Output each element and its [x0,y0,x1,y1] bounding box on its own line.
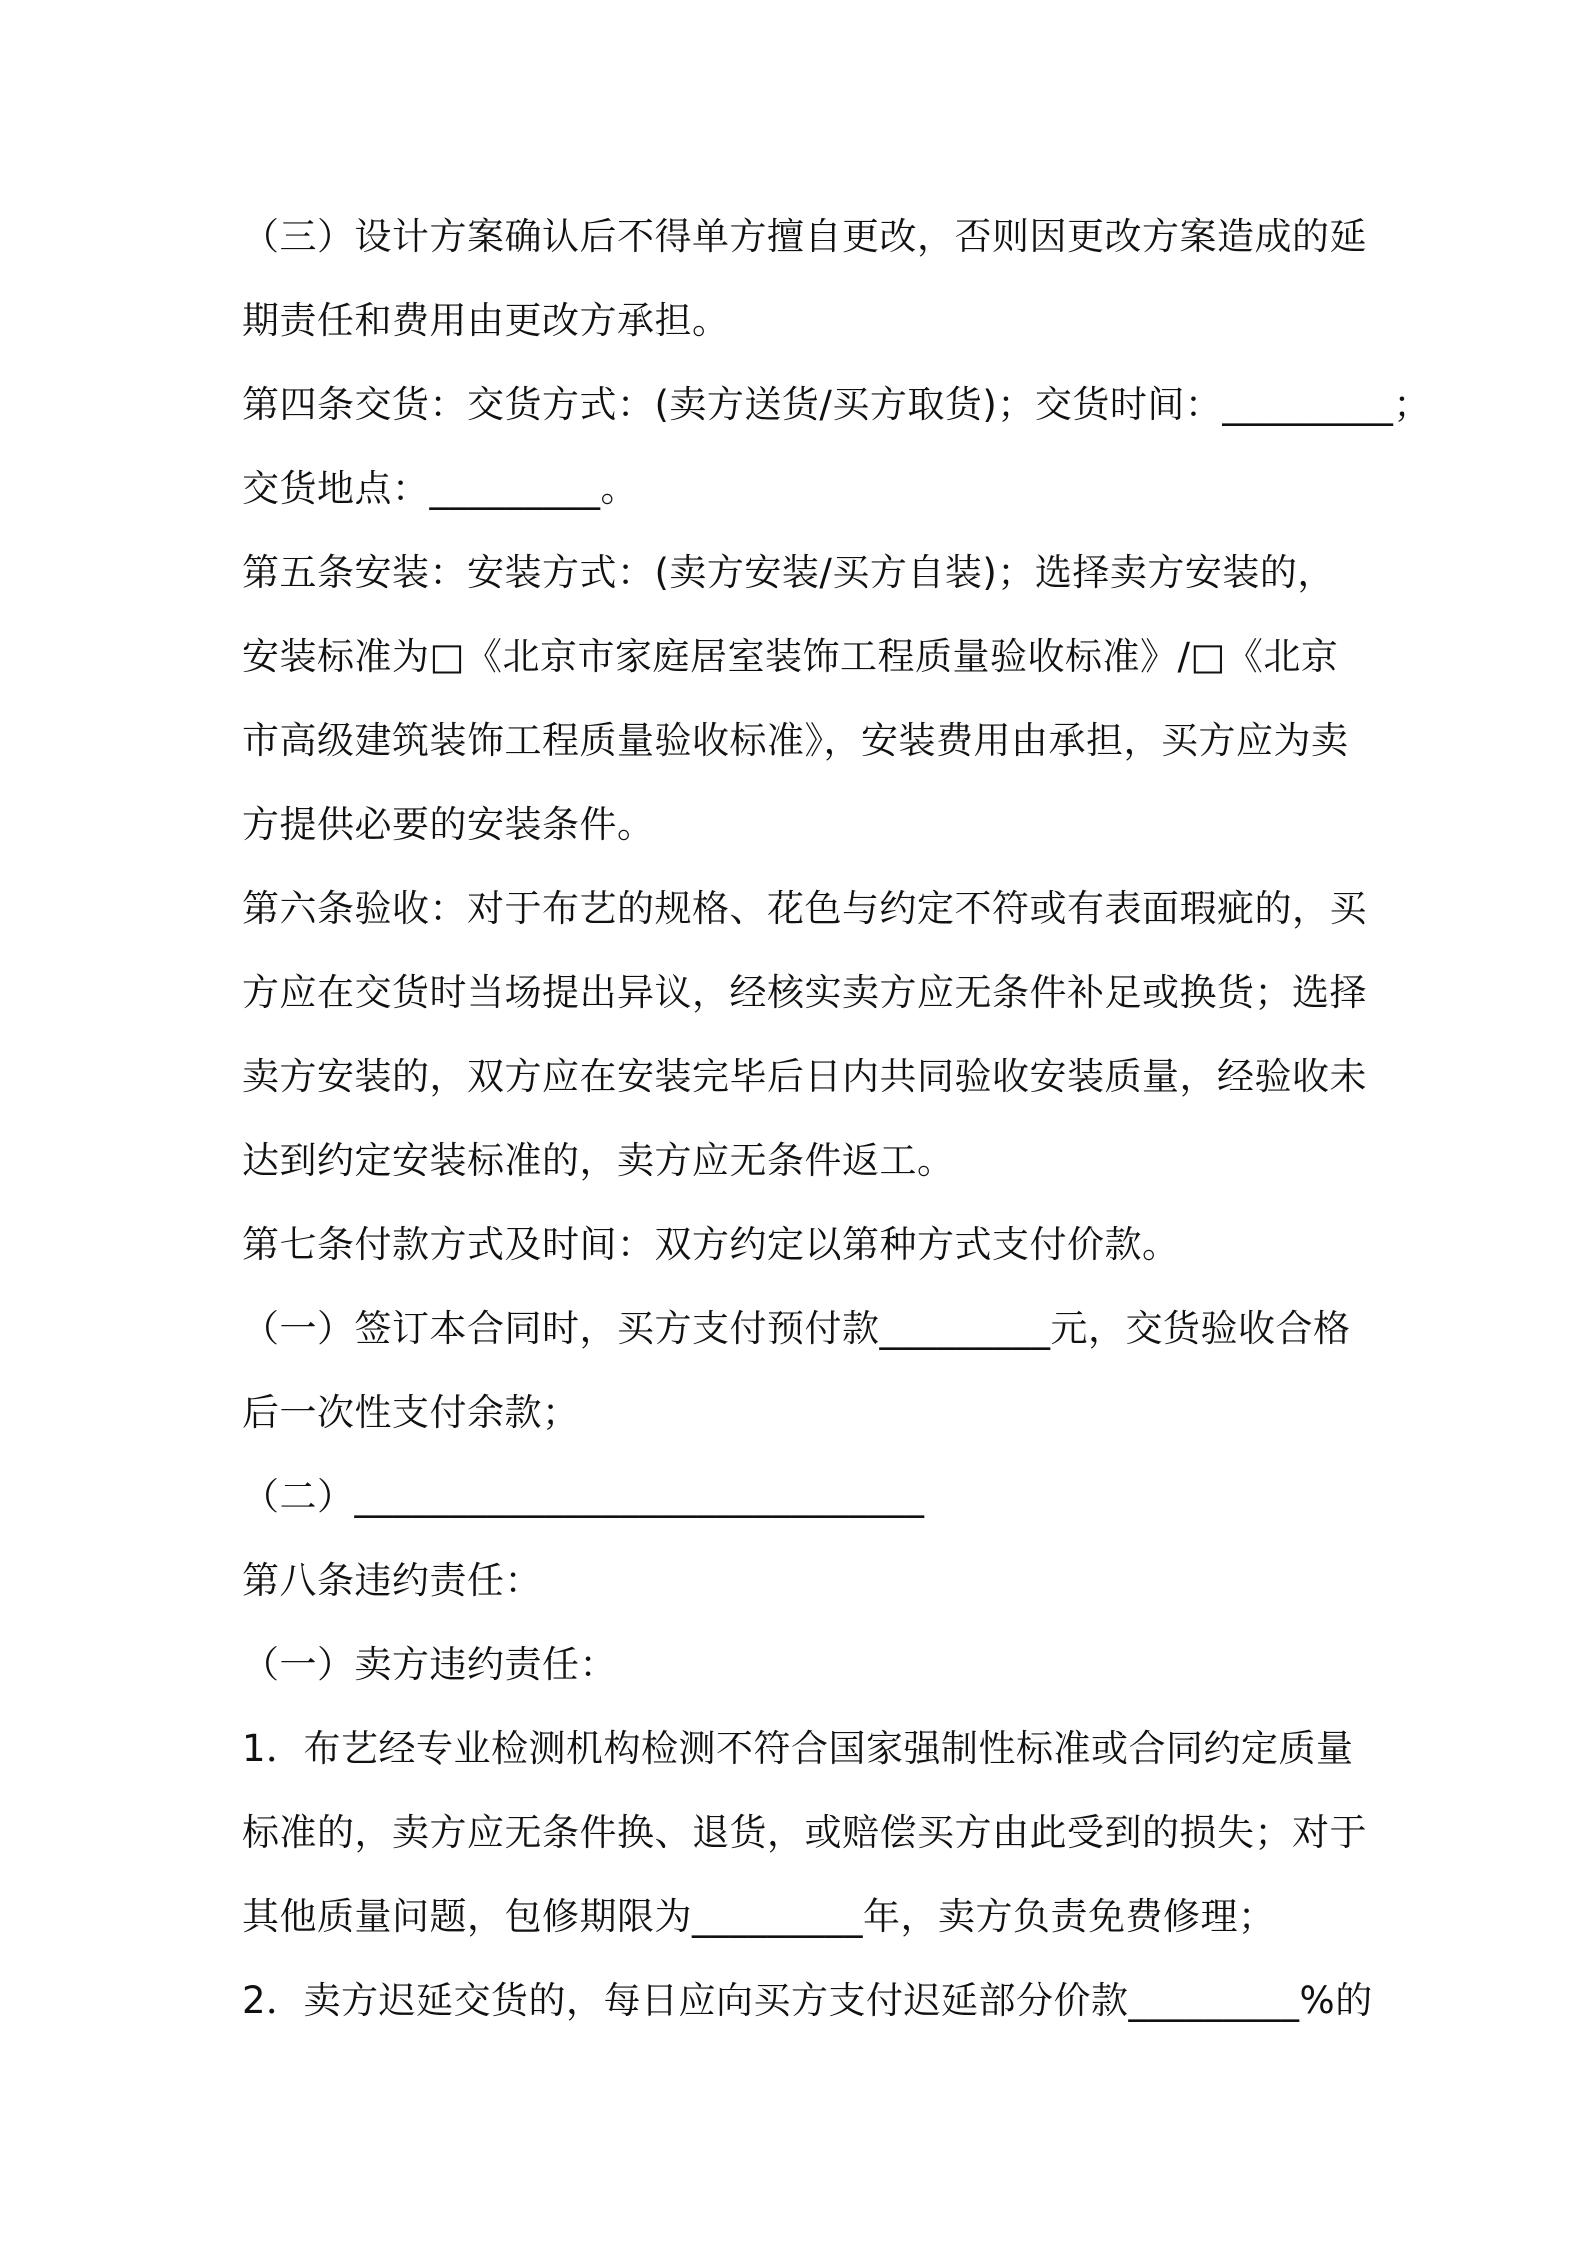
article-7-payment-line-1: 第七条付款方式及时间：双方约定以第种方式支付价款。 [242,1223,1180,1266]
seller-liability-item-1-line-2: 标准的，卖方应无条件换、退货，或赔偿买方由此受到的损失；对于 [242,1811,1367,1854]
article-6-acceptance-line-4: 达到约定安装标准的，卖方应无条件返工。 [242,1139,955,1182]
seller-liability-item-1-line-1: 1．布艺经专业检测机构检测不符合国家强制性标准或合同约定质量 [242,1727,1354,1770]
article-5-installation-line-2: 安装标准为□《北京市家庭居室装饰工程质量验收标准》/□《北京 [242,635,1339,678]
seller-liability-item-2-line-1: 2．卖方迟延交货的，每日应向买方支付迟延部分价款_________%的 [242,1979,1373,2022]
article-5-installation-line-4: 方提供必要的安装条件。 [242,803,655,846]
seller-liability-heading: （一）卖方违约责任： [242,1643,617,1686]
clause-3-line-1: （三）设计方案确认后不得单方擅自更改，否则因更改方案造成的延 [242,215,1367,258]
article-6-acceptance-line-1: 第六条验收：对于布艺的规格、花色与约定不符或有表面瑕疵的，买 [242,887,1367,930]
article-8-liability-heading: 第八条违约责任： [242,1559,542,1602]
seller-liability-item-1-line-3: 其他质量问题，包修期限为_________年，卖方负责免费修理； [242,1895,1276,1938]
payment-option-2-line: （二）______________________________ [242,1475,925,1518]
article-6-acceptance-line-2: 方应在交货时当场提出异议，经核实卖方应无条件补足或换货；选择 [242,971,1367,1014]
payment-option-1-line-2: 后一次性支付余款； [242,1391,580,1434]
clause-3-line-2: 期责任和费用由更改方承担。 [242,299,730,342]
article-4-delivery-line-2: 交货地点：_________。 [242,467,638,510]
document-body [242,195,1431,2043]
article-5-installation-line-3: 市高级建筑装饰工程质量验收标准》，安装费用由承担，买方应为卖 [242,719,1349,762]
article-6-acceptance-line-3: 卖方安装的，双方应在安装完毕后日内共同验收安装质量，经验收未 [242,1055,1367,1098]
article-4-delivery-line-1: 第四条交货：交货方式：(卖方送货/买方取货)；交货时间：_________； [242,383,1431,426]
article-5-installation-line-1: 第五条安装：安装方式：(卖方安装/买方自装)；选择卖方安装的， [242,551,1335,594]
payment-option-1-line-1: （一）签订本合同时，买方支付预付款_________元，交货验收合格 [242,1307,1351,1350]
